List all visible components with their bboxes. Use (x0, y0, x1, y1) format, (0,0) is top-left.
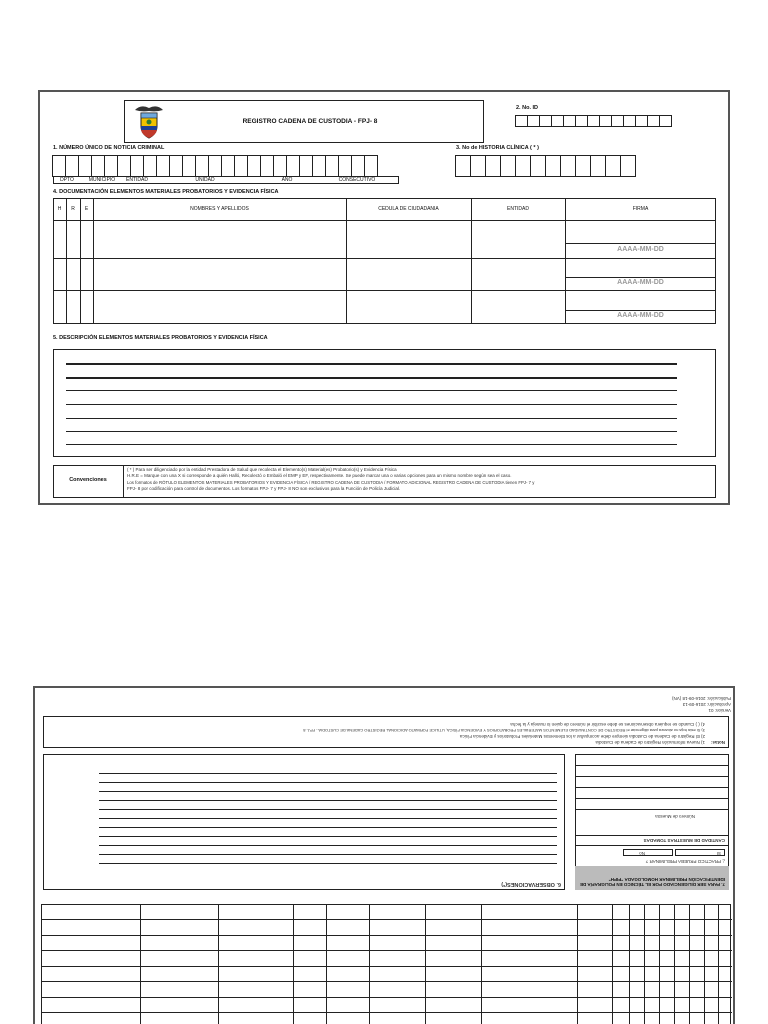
custody-form-front (38, 90, 730, 505)
version-line: Aprobación: 2016-09-13 (682, 702, 731, 707)
id-label: 2. No. ID (516, 105, 539, 111)
notes-line: 1) Nueva Información Registro de Cadena de Custodia (595, 740, 705, 745)
grid-col-line (629, 905, 630, 1024)
id-digit-boxes[interactable] (516, 115, 672, 127)
obs-line (99, 827, 557, 828)
grid-col-line (659, 905, 660, 1024)
tecnico-line (575, 835, 729, 836)
convenciones-line-3: Los formatos de RÓTULO ELEMENTOS MATERIALES PROBATORIOS Y EVIDENCIA FÍSICA / REGISTRO CADENA DE CUSTODIA / FORMATO ADICIONAL REGISTRO CADENA DE CUSTODIA tienen FPJ- 7 y (127, 480, 535, 485)
notes-line: 4) ( ) Cuando se requiera observaciones se debe escribir el número de quien lo maneja y la fecha (510, 722, 705, 727)
date-placeholder: AAAA-MM-DD (617, 246, 664, 253)
obs-line (99, 782, 557, 783)
tecnico-label: 7. PARA SER DILIGENCIADO POR EL TÉCNICO EN POLIGRAFÍA DE IDENTIFICACIÓN PRELIMINAR HOMOLOGADA "PIPH" (579, 877, 725, 887)
grid-col-line (612, 905, 613, 1024)
grid-col-line (718, 905, 719, 1024)
tecnico-line (575, 845, 729, 846)
historia-clinica-boxes[interactable] (456, 155, 636, 177)
descripcion-line (66, 444, 677, 445)
doc-col-line (66, 198, 67, 324)
noticia-part-municipio: MUNICIPIO (88, 177, 116, 183)
obs-line (99, 809, 557, 810)
doc-col-line (93, 198, 94, 324)
obs-line (99, 773, 557, 774)
cantidad-label: CANTIDAD DE MUESTRAS TOMADAS (643, 838, 725, 843)
descripcion-line (66, 390, 677, 391)
doc-col-line (471, 198, 472, 324)
convenciones-label: Convenciones (69, 477, 107, 483)
obs-line (99, 836, 557, 837)
noticia-part-unidad: UNIDAD (195, 177, 215, 183)
custody-form-back (33, 686, 735, 1024)
obs-line (99, 791, 557, 792)
tecnico-line (575, 809, 729, 810)
no-label: No (639, 851, 645, 856)
doc-row-line (53, 290, 716, 291)
notes-line: 3) Si esta hoja no alcanza para diligenciar el REGISTRO DE CONTINUIDAD ELEMENTOS MATERIALES PROBATORIOS Y EVIDENCIA FÍSICA, UTILICE FORMATO ADICIONAL REGISTRO CADENA DE CUSTODIA - FPJ- 8 (303, 728, 705, 733)
descripcion-label: 5. DESCRIPCIÓN ELEMENTOS MATERIALES PROBATORIOS Y EVIDENCIA FÍSICA (53, 335, 268, 341)
grid-col-line (481, 905, 482, 1024)
noticia-parts-frame (53, 176, 399, 184)
convenciones-line-4: FPJ- 8 por codificación para control de documentos. Los formatos FPJ- 7 y FPJ- 8 NO son exclusivos para la Función de Policía Judicial. (127, 486, 401, 491)
doc-header-line (53, 220, 716, 221)
si-label: SI (716, 851, 721, 856)
tecnico-line (575, 787, 729, 788)
obs-line (99, 854, 557, 855)
noticia-part-ano: AÑO (281, 177, 293, 183)
observaciones-box[interactable] (43, 754, 565, 890)
coat-of-arms-icon (133, 104, 165, 140)
obs-line (99, 845, 557, 846)
descripcion-line (66, 377, 677, 379)
descripcion-line (66, 418, 677, 419)
obs-line (99, 800, 557, 801)
doc-col-line (80, 198, 81, 324)
numero-muestra-label: Número de Muestra (655, 814, 695, 819)
descripcion-line (66, 431, 677, 432)
grid-col-line (326, 905, 327, 1024)
descripcion-line (66, 363, 677, 365)
doc-row-line (53, 258, 716, 259)
noticia-part-consecutivo: CONSECUTIVO (338, 177, 376, 183)
practico-label: ¿ PRACTICO PRUEBA PRELIMINAR ? (645, 859, 725, 864)
documentacion-label: 4. DOCUMENTACIÓN ELEMENTOS MATERIALES PROBATORIOS Y EVIDENCIA FÍSICA (53, 189, 279, 195)
notes-label: Notas: (710, 740, 725, 745)
descripcion-line (66, 404, 677, 405)
version-line: Publicación: 2016-09-18 (VN) (671, 696, 731, 701)
grid-col-line (140, 905, 141, 1024)
col-entidad: ENTIDAD (507, 206, 529, 212)
grid-col-line (704, 905, 705, 1024)
no-box[interactable] (623, 849, 673, 856)
col-firma: FIRMA (632, 206, 649, 212)
historia-clinica-label: 3. No de HISTORIA CLÍNICA ( * ) (456, 145, 539, 151)
notes-line: 2) El Registro de Cadena de Custodia siempre debe acompañar a los Elementos Materiales Probatorios y Evidencia Física (459, 734, 705, 739)
observaciones-label: 6. OBSERVACIONES(*) (501, 881, 561, 887)
grid-col-line (674, 905, 675, 1024)
form-header-box (124, 100, 484, 143)
tecnico-line (575, 798, 729, 799)
obs-line (99, 863, 557, 864)
col-r: R (71, 206, 75, 212)
firma-date-line (565, 310, 716, 311)
descripcion-box[interactable] (53, 349, 716, 457)
doc-col-line (346, 198, 347, 324)
col-nombres: NOMBRES Y APELLIDOS (190, 206, 249, 212)
grid-col-line (293, 905, 294, 1024)
convenciones-divider (123, 465, 124, 498)
col-h: H (57, 206, 62, 212)
form-title: REGISTRO CADENA DE CUSTODIA - FPJ- 8 (242, 118, 378, 125)
firma-date-line (565, 243, 716, 244)
obs-line (99, 818, 557, 819)
doc-col-line (565, 198, 566, 324)
back-rotated-top (35, 688, 735, 894)
continuity-grid (41, 904, 731, 1024)
documentacion-table (53, 198, 716, 324)
grid-col-line (369, 905, 370, 1024)
version-line: Version: 01 (708, 708, 731, 713)
date-placeholder: AAAA-MM-DD (617, 279, 664, 286)
noticia-part-entidad: ENTIDAD (126, 177, 148, 183)
grid-col-line (218, 905, 219, 1024)
noticia-criminal-label: 1. NÚMERO ÚNICO DE NOTICIA CRIMINAL (53, 145, 165, 151)
tecnico-line (575, 765, 729, 766)
grid-col-line (644, 905, 645, 1024)
col-cedula: CEDULA DE CIUDADANIA (378, 206, 439, 212)
grid-col-line (577, 905, 578, 1024)
grid-col-line (425, 905, 426, 1024)
grid-col-line (689, 905, 690, 1024)
convenciones-line-2: H.R.E = Marque con una X si corresponde a quién Halló, Recolectó o Embaló el EMP y EF, respectivamente. Se puede marcar una o varias opciones para un mismo nombre según sea el caso. (127, 473, 512, 478)
col-e: E (84, 206, 89, 212)
date-placeholder: AAAA-MM-DD (617, 312, 664, 319)
noticia-part-dpto: DPTO (60, 177, 74, 183)
firma-date-line (565, 277, 716, 278)
convenciones-line-1: ( * ) Para ser diligenciado por la entidad Prestadora de Salud que recolecta el Elemento(s) Material(es) Probatorio(s) y Evidencia Física (127, 467, 397, 472)
tecnico-line (575, 776, 729, 777)
noticia-criminal-boxes[interactable] (53, 155, 378, 177)
